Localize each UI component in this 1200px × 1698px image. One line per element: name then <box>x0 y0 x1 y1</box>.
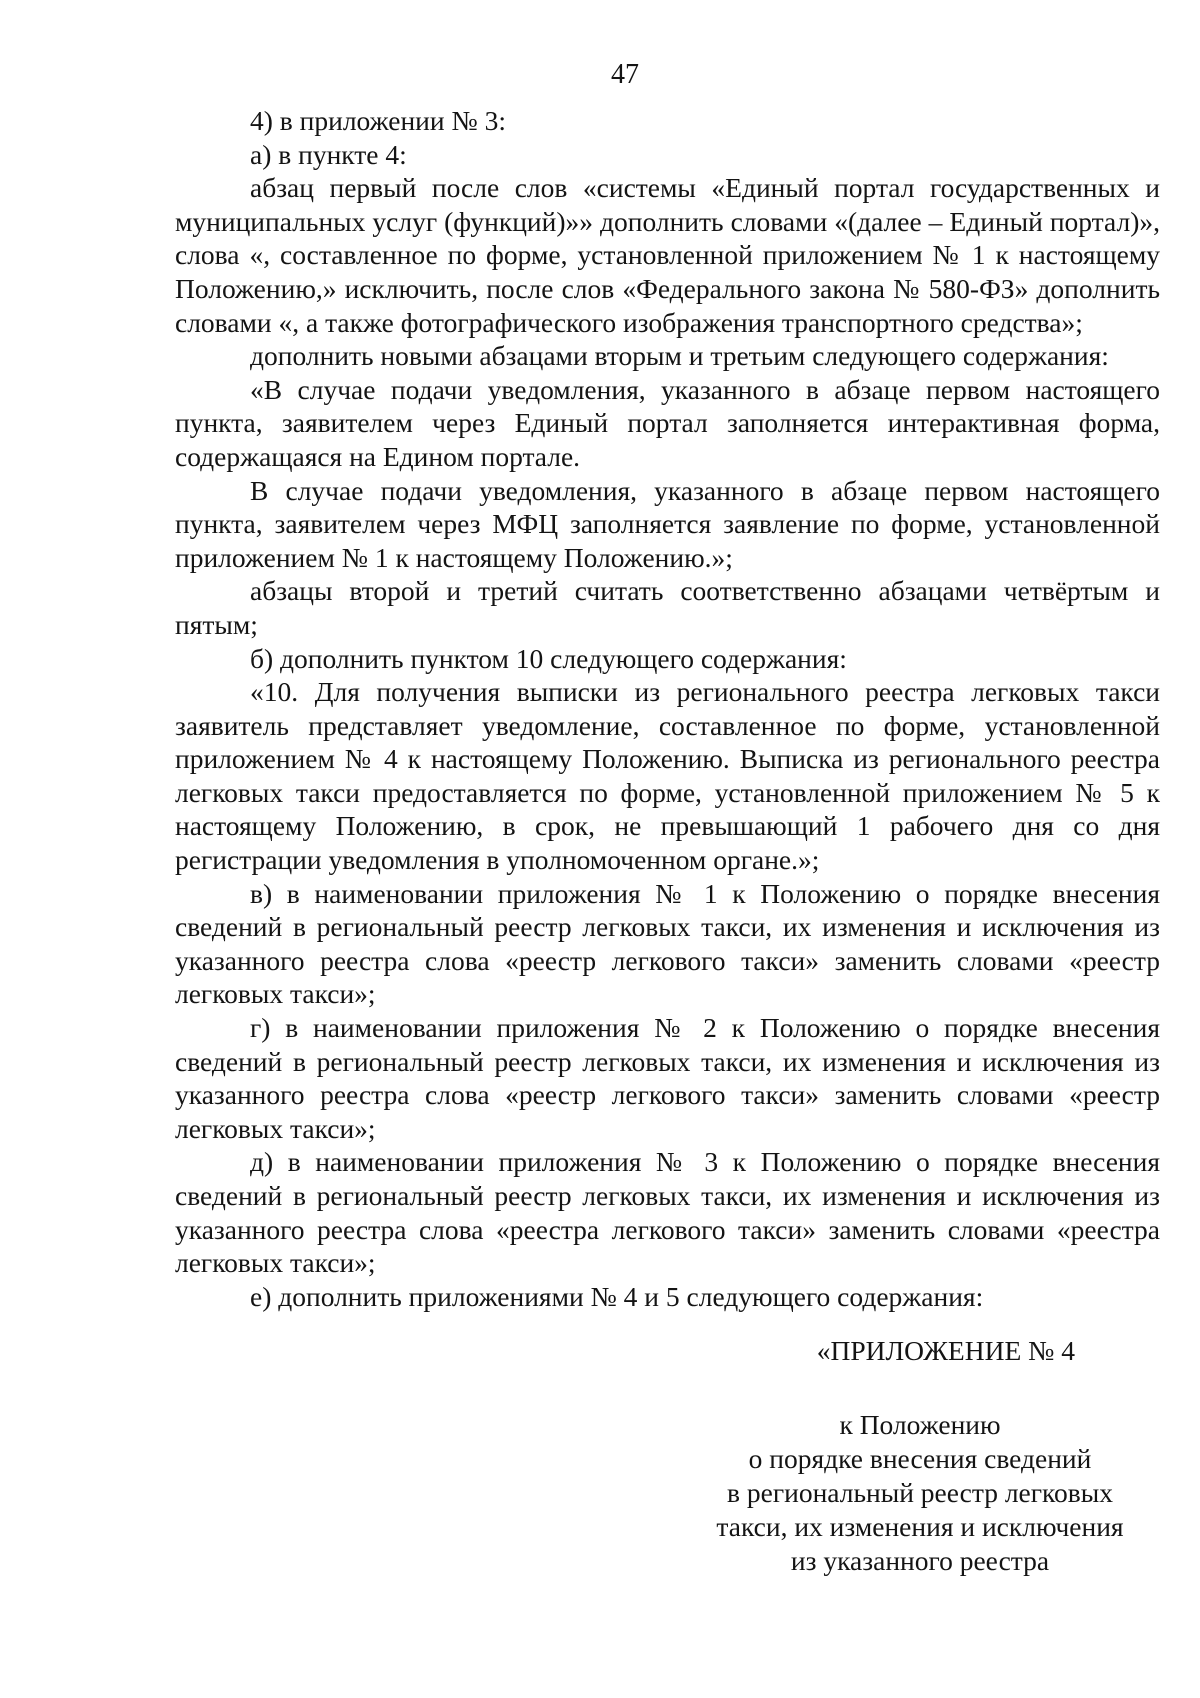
paragraph-quote-portal: «В случае подачи уведомления, указанного в абзаце первом настоящего пункта, заявителем через Единый портал заполняется интерактивная форма, содержащаяся на Едином портале. <box>175 373 1160 472</box>
body-text <box>175 104 1160 1313</box>
paragraph-item-d: д) в наименовании приложения № 3 к Положению о порядке внесения сведений в региональный реестр легковых такси, их изменения и исключения из указанного реестра слова «реестра легкового такси» заменить словами «реестра легковых такси»; <box>175 1146 1160 1279</box>
paragraph-item-e: е) дополнить приложениями № 4 и 5 следующего содержания: <box>250 1280 984 1312</box>
paragraph-point-10: «10. Для получения выписки из регионального реестра легковых такси заявитель представляет уведомление, составленное по форме, установленной приложением № 4 к настоящему Положению. Выписка из регионального реестра легковых такси предоставляется по форме, установленной приложением № 5 к настоящему Положению, в срок, не превышающий 1 рабочего дня со дня регистрации уведомления в уполномоченном органе.»; <box>175 676 1160 876</box>
appendix-reference-block <box>700 1408 1140 1578</box>
paragraph-add-new-abzacs: дополнить новыми абзацами вторым и третьим следующего содержания: <box>250 340 1109 372</box>
appendix-line: о порядке внесения сведений <box>748 1443 1092 1474</box>
appendix-line: такси, их изменения и исключения <box>716 1511 1124 1542</box>
appendix-title: «ПРИЛОЖЕНИЕ № 4 <box>816 1335 1075 1366</box>
paragraph-renumber-abzacs: абзацы второй и третий считать соответственно абзацами четвёртым и пятым; <box>175 575 1160 640</box>
paragraph-appendix-3-heading: 4) в приложении № 3: <box>250 105 506 136</box>
appendix-line: к Положению <box>839 1409 1001 1440</box>
paragraph-item-v: в) в наименовании приложения № 1 к Положению о порядке внесения сведений в региональный реестр легковых такси, их изменения и исключения из указанного реестра слова «реестр легкового такси» заменить словами «реестр легковых такси»; <box>175 877 1160 1010</box>
paragraph-item-g: г) в наименовании приложения № 2 к Положению о порядке внесения сведений в региональный реестр легковых такси, их изменения и исключения из указанного реестра слова «реестр легкового такси» заменить словами «реестр легковых такси»; <box>175 1012 1160 1144</box>
paragraph-item-b: б) дополнить пунктом 10 следующего содержания: <box>250 642 847 674</box>
paragraph-item-a: а) в пункте 4: <box>250 138 407 170</box>
page-number: 47 <box>611 59 639 90</box>
appendix-line: из указанного реестра <box>790 1545 1050 1576</box>
appendix-line: в региональный реестр легковых <box>727 1477 1113 1508</box>
paragraph-first-abzac-amendment: абзац первый после слов «системы «Единый портал государственных и муниципальных услуг (функций)»» дополнить словами «(далее – Единый портал)», слова «, составленное по форме, установленной приложением № 1 к настоящему Положению,» исключить, после слов «Федерального закона № 580-ФЗ» дополнить словами «, а также фотографического изображения транспортного средства»; <box>175 172 1160 338</box>
paragraph-quote-mfc: В случае подачи уведомления, указанного в абзаце первом настоящего пункта, заявителем через МФЦ заполняется заявление по форме, установленной приложением № 1 к настоящему Положению.»; <box>175 474 1160 573</box>
